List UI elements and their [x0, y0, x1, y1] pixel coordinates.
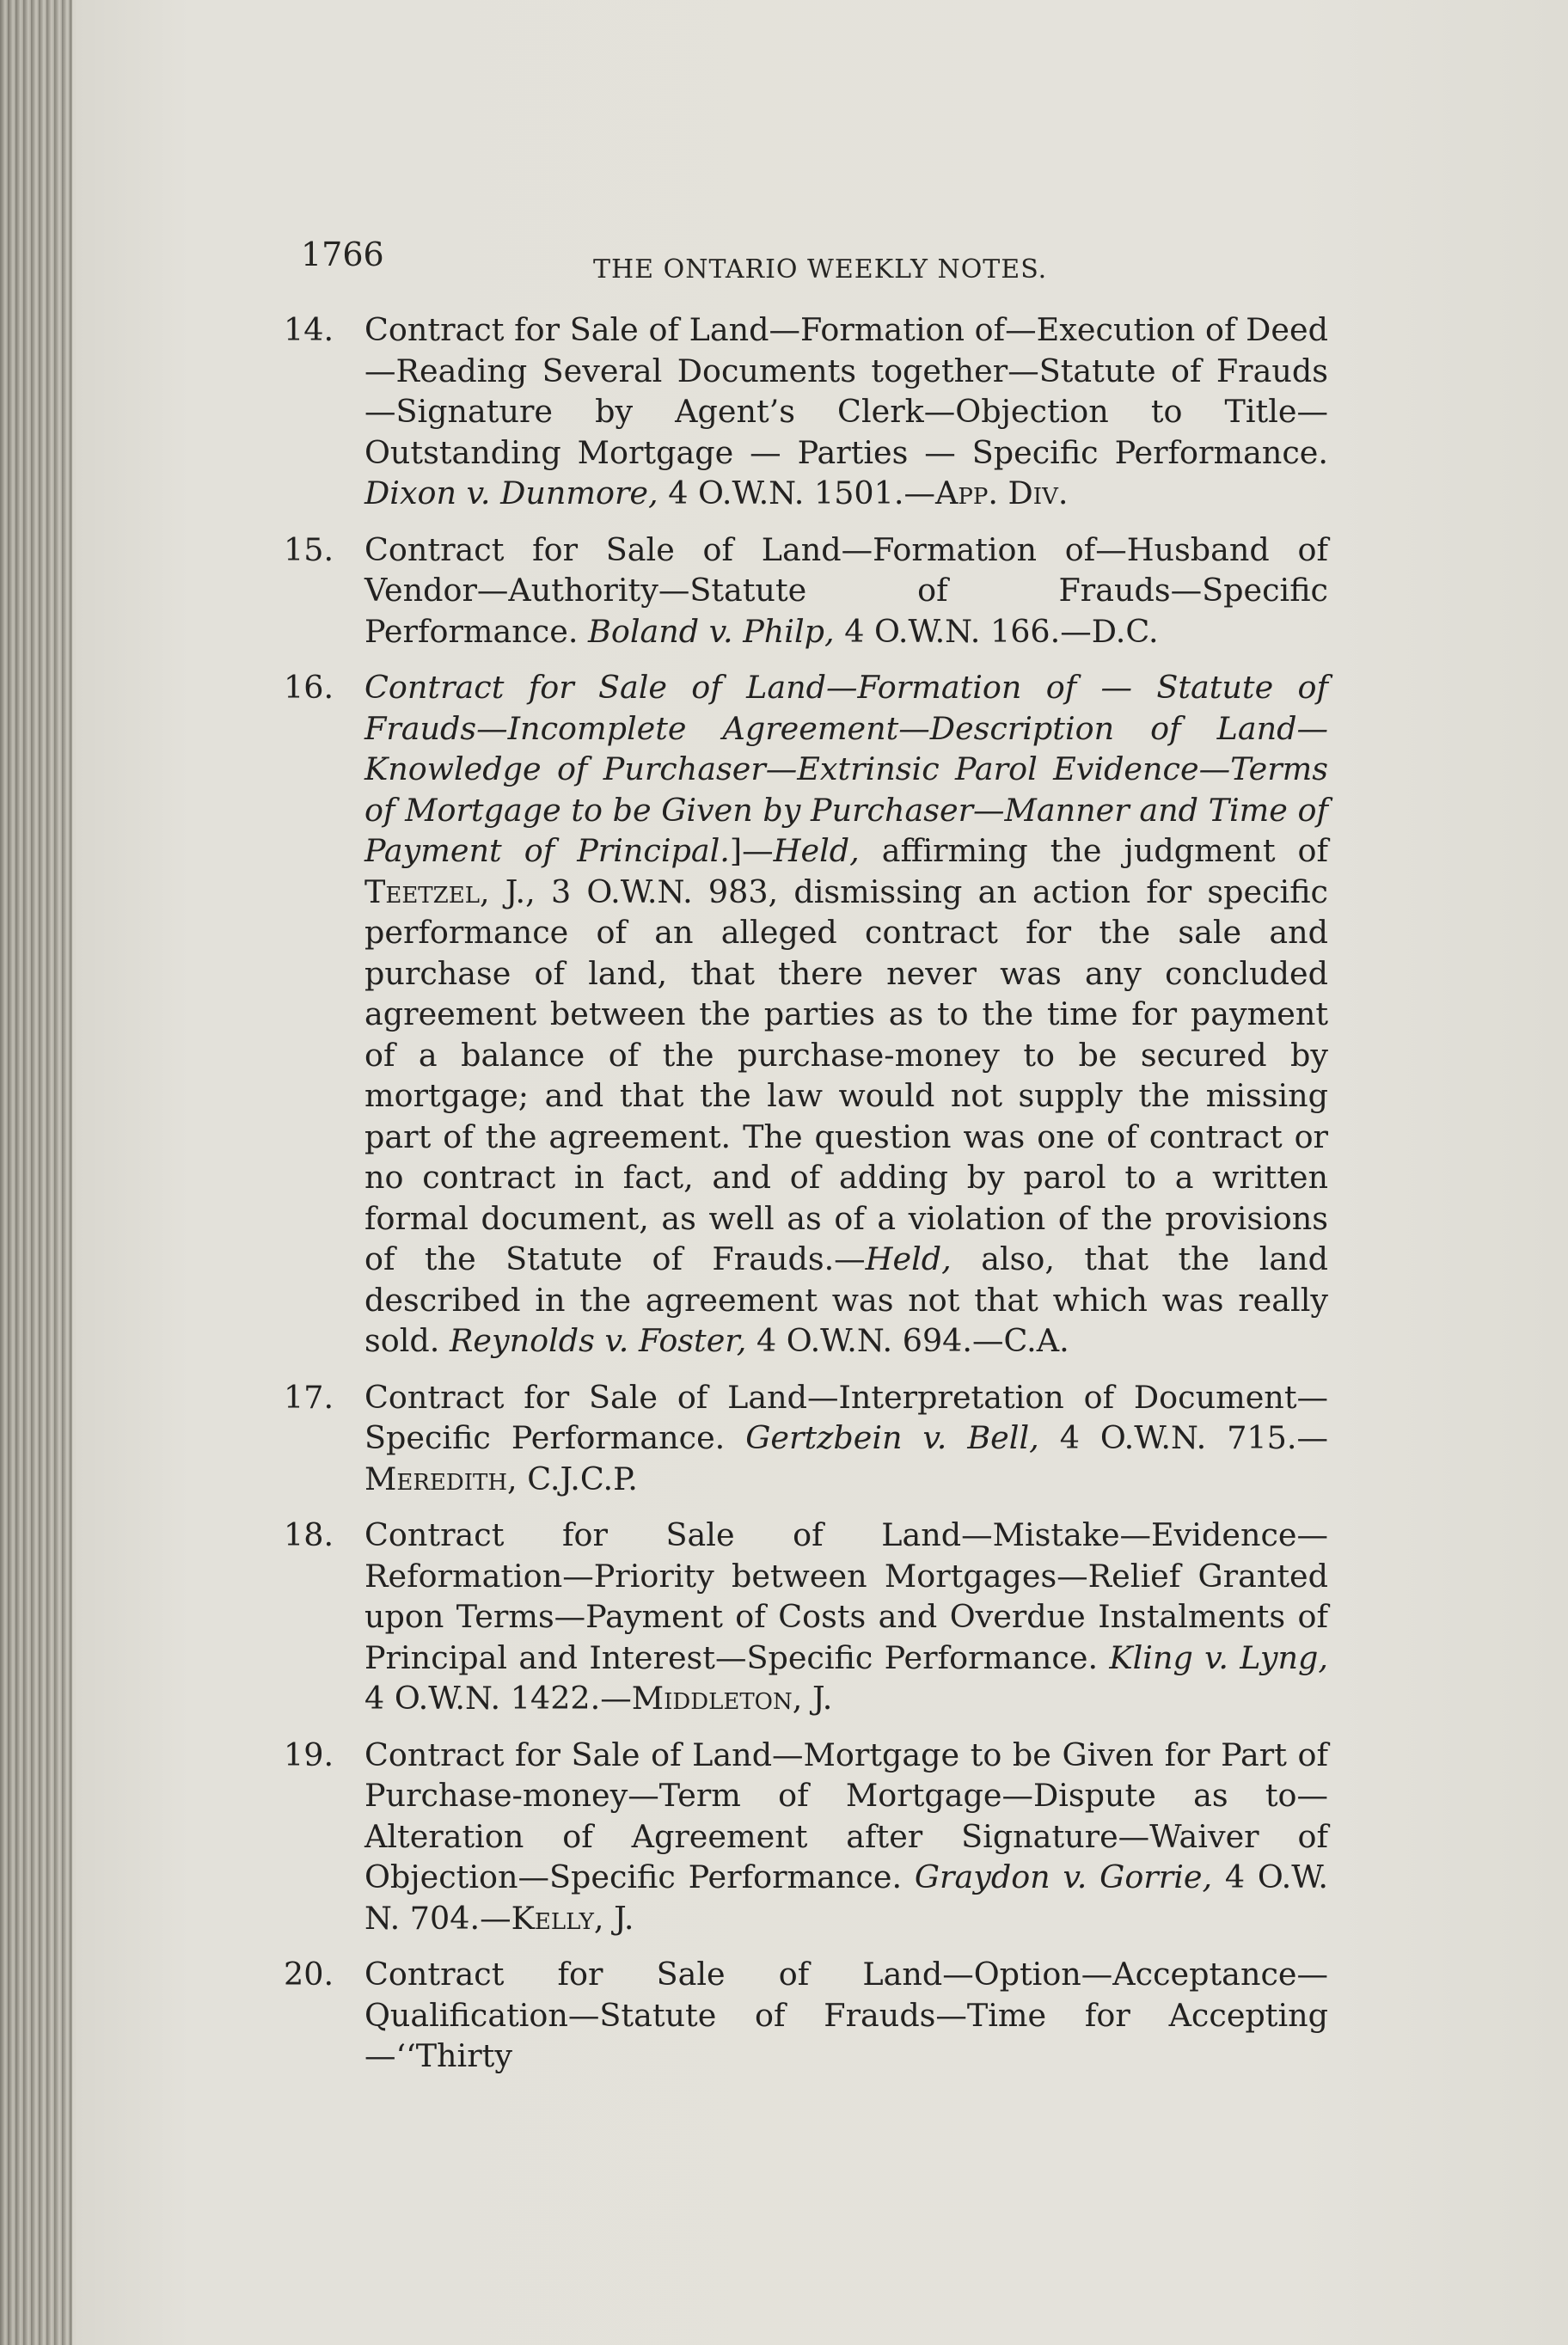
digest-entry-17 — [284, 1377, 1328, 1500]
citation: 4 O.W. N. 704.— — [364, 1858, 1328, 1937]
judge-name: Kelly — [511, 1899, 594, 1937]
entry-text — [364, 1377, 1328, 1500]
case-name: Kling v. Lyng, — [1109, 1638, 1328, 1676]
entry-headnote: Contract for Sale of Land—Formation of—Husband of Vendor—Authority—Statute of Frauds—Specific Performance. — [364, 530, 1328, 650]
digest-entries — [284, 309, 1328, 2092]
entry-number: 16. — [284, 669, 334, 706]
citation: 4 O.W.N. 166.—D.C. — [834, 612, 1159, 650]
entry-headnote: Contract for Sale of Land—Option—Acceptance—Qualification—Statute of Frauds—Time for Accepting—‘‘Thirty — [364, 1956, 1328, 2074]
entry-text — [364, 1954, 1328, 2077]
entry-body: affirming the judgment of — [859, 832, 1328, 869]
bracket: ]— — [729, 832, 774, 869]
entry-text — [364, 1735, 1328, 1939]
running-head: THE ONTARIO WEEKLY NOTES. — [593, 254, 1048, 285]
digest-entry-15 — [284, 530, 1328, 652]
judge-name: Meredith — [364, 1460, 508, 1497]
entry-body: also, that the land described in the agreement was not that which was really sold. — [364, 1240, 1328, 1359]
citation: 4 O.W.N. 1422.— — [364, 1680, 632, 1717]
entry-number: 18. — [284, 1516, 334, 1553]
digest-entry-20 — [284, 1954, 1328, 2077]
held-label: Held, — [773, 832, 860, 869]
digest-entry-14 — [284, 309, 1328, 514]
entry-headnote: Contract for Sale of Land—Mortgage to be Given for Part of Purchase-money—Term of Mortgage—Dispute as to—Alteration of Agreement after Signature—Waiver of Objection—Specific Performance. — [364, 1736, 1328, 1895]
held-label: Held, — [865, 1240, 952, 1277]
digest-entry-19 — [284, 1735, 1328, 1939]
citation: 4 O.W.N. 1501.— — [658, 475, 935, 511]
digest-entry-16 — [284, 667, 1328, 1362]
entry-text — [364, 309, 1328, 514]
entry-headnote: Contract for Sale of Land—Formation of—Execution of Deed—Reading Several Documents together—Statute of Frauds—Signature by Agent’s Clerk—Objection to Title—Outstanding Mortgage — Parties — Specific Performance. — [364, 311, 1328, 471]
entry-number: 17. — [284, 1378, 334, 1416]
judge-title: , J. — [593, 1899, 634, 1937]
entry-text — [364, 1515, 1328, 1719]
page-number: 1766 — [301, 236, 384, 273]
judge-name: Middleton — [631, 1680, 793, 1717]
case-name: Gertzbein v. Bell, — [745, 1419, 1039, 1456]
entry-number: 15. — [284, 530, 334, 568]
entry-text — [364, 667, 1328, 1362]
case-name: Graydon v. Gorrie, — [914, 1858, 1213, 1895]
case-name: Reynolds v. Foster, — [449, 1322, 747, 1359]
citation: 4 O.W.N. 694.—C.A. — [746, 1322, 1069, 1359]
entry-text — [364, 530, 1328, 652]
citation: 4 O.W.N. 715.— — [1038, 1419, 1328, 1456]
judge-name: Teetzel — [364, 872, 480, 910]
page-header — [301, 232, 1332, 292]
entry-number: 20. — [284, 1956, 334, 1993]
judge-title: , C.J.C.P. — [507, 1460, 638, 1497]
entry-headnote: Contract for Sale of Land—Mistake—Evidence—Reformation—Priority between Mortgages—Relief Granted upon Terms—Payment of Costs and Overdue Instalments of Principal and Interest—Specific Performance. — [364, 1516, 1328, 1676]
case-name: Dixon v. Dunmore, — [364, 475, 658, 511]
entry-headnote: Contract for Sale of Land—Formation of — Statute of Frauds—Incomplete Agreement—Description of Land—Knowledge of Purchaser—Extrinsic Parol Evidence—Terms of Mortgage to be Given by Purchaser—Manner and Time of Payment of Principal. — [364, 669, 1328, 869]
entry-body: , J., 3 O.W.N. 983, dismissing an action for specific performance of an alleged contract for the sale and purchase of land, that there never was any concluded agreement between the parties as to the time for payment of a balance of the purchase-money to be secured by mortgage; and that the law would not supply the missing part of the agreement. The question was one of contract or no contract in fact, and of adding by parol to a written formal document, as well as of a violation of the provisions of the Statute of Frauds.— — [364, 872, 1328, 1277]
court: App. Div. — [934, 475, 1069, 511]
digest-entry-18 — [284, 1515, 1328, 1719]
entry-headnote: Contract for Sale of Land—Interpretation of Document—Specific Performance. — [364, 1378, 1328, 1456]
page-edge-shadow — [0, 0, 72, 2345]
entry-number: 19. — [284, 1736, 334, 1773]
entry-number: 14. — [284, 311, 334, 348]
case-name: Boland v. Philp, — [588, 612, 835, 650]
judge-title: , J. — [792, 1680, 833, 1717]
